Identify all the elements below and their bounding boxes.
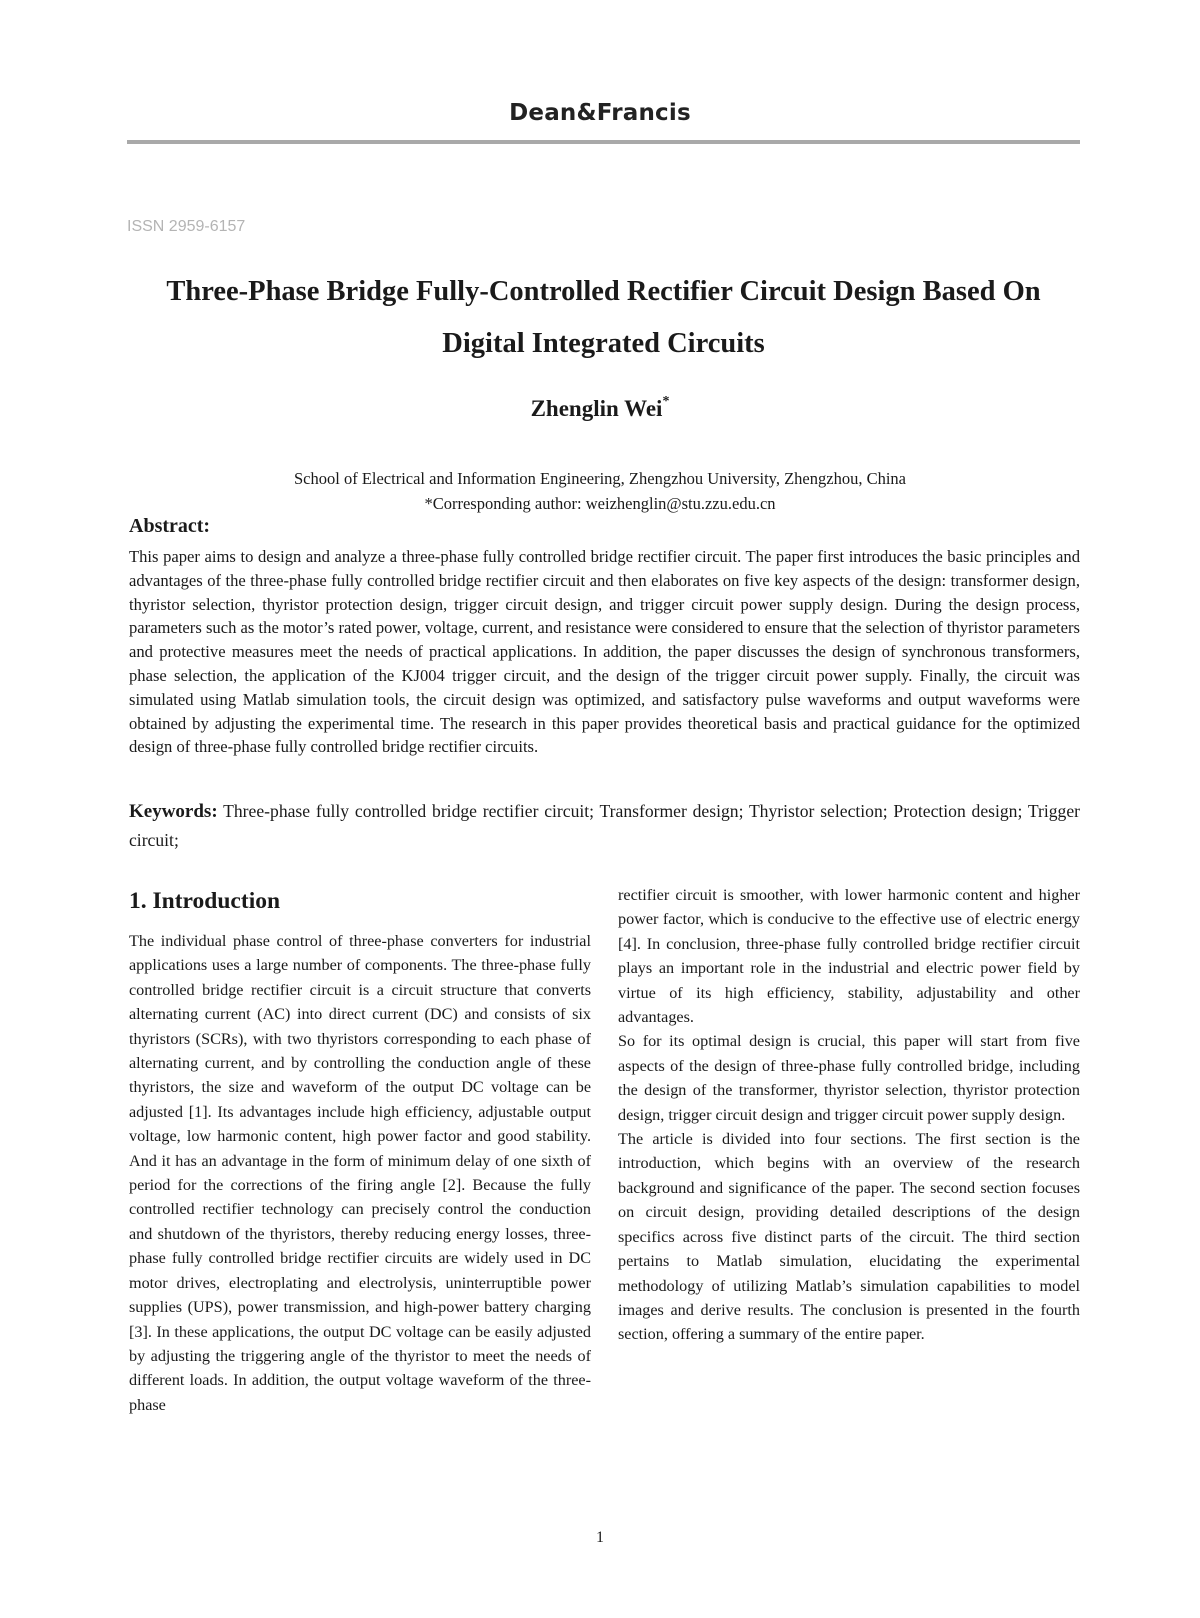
- header-rule: [127, 140, 1080, 144]
- author-mark: *: [662, 394, 670, 410]
- corresponding-author: *Corresponding author: weizhenglin@stu.zzu.edu.cn: [424, 494, 776, 513]
- intro-right-column: [618, 883, 1080, 1347]
- abstract-text: This paper aims to design and analyze a three-phase fully controlled bridge rectifier circuit. The paper first introduces the basic principles and advantages of the three-phase fully controlled bridge rectifier circuit and then elaborates on five key aspects of the design: transformer design, thyristor selection, thyristor protection design, trigger circuit design, and trigger circuit power supply design. During the design process, parameters such as the motor’s rated power, voltage, current, and resistance were considered to ensure that the selection of thyristor parameters and protective measures meet the needs of practical applications. In addition, the paper discusses the design of synchronous transformers, phase selection, the application of the KJ004 trigger circuit, and the design of the trigger circuit power supply. Finally, the circuit was simulated using Matlab simulation tools, the circuit design was optimized, and satisfactory pulse waveforms and output waveforms were obtained by adjusting the experimental time. The research in this paper provides theoretical basis and practical guidance for the optimized design of three-phase fully controlled bridge rectifier circuits.: [129, 547, 1080, 757]
- section-heading-introduction: 1. Introduction: [129, 888, 281, 914]
- page-number: 1: [596, 1529, 604, 1546]
- keywords-text: Three-phase fully controlled bridge rectifier circuit; Transformer design; Thyristor selection; Protection design; Trigger circuit;: [129, 801, 1080, 850]
- abstract-heading: Abstract:: [129, 515, 211, 537]
- issn-label: ISSN 2959-6157: [127, 218, 246, 235]
- keywords-label: Keywords:: [129, 801, 218, 822]
- intro-paragraph: rectifier circuit is smoother, with lower harmonic content and higher power factor, which is conducive to the effective use of electric energy [4]. In conclusion, three-phase fully controlled bridge rectifier circuit plays an important role in the industrial and electric power field by virtue of its high efficiency, stability, adjustability and other advantages.: [618, 886, 1080, 1027]
- intro-left-paragraph: The individual phase control of three-phase converters for industrial applications uses a large number of components. The three-phase fully controlled bridge rectifier circuit is a circuit structure that converts alternating current (AC) into direct current (DC) and consists of six thyristors (SCRs), with two thyristors corresponding to each phase of alternating current, and by controlling the conduction angle of these thyristors, the size and waveform of the output DC voltage can be adjusted [1]. Its advantages include high efficiency, adjustable output voltage, low harmonic content, high power factor and good stability. And it has an advantage in the form of minimum delay of one sixth of period for the corrections of the firing angle [2]. Because the fully controlled rectifier technology can precisely control the conduction and shutdown of the thyristors, thereby reducing energy losses, three-phase fully controlled bridge rectifier circuits are widely used in DC motor drives, electroplating and electrolysis, uninterruptible power supplies (UPS), power transmission, and high-power battery charging [3]. In these applications, the output DC voltage can be easily adjusted by adjusting the triggering angle of the thyristor to meet the needs of different loads. In addition, the output voltage waveform of the three-phase: [129, 932, 591, 1414]
- author-name: Zhenglin Wei: [530, 396, 663, 421]
- intro-paragraph: The article is divided into four sections. The first section is the introduction, which begins with an overview of the research background and significance of the paper. The second section focuses on circuit design, providing detailed descriptions of the design specifics across five distinct parts of the circuit. The third section pertains to Matlab simulation, elucidating the experimental methodology of utilizing Matlab’s simulation capabilities to model images and derive results. The conclusion is presented in the fourth section, offering a summary of the entire paper.: [618, 1130, 1080, 1344]
- author-line: [0, 396, 1200, 422]
- publisher-logo: Dean&Francis: [509, 100, 691, 126]
- keywords-line: [129, 797, 1080, 854]
- paper-title: Three-Phase Bridge Fully-Controlled Rectifier Circuit Design Based On Digital Integrated Circuits: [166, 276, 1041, 359]
- affiliation: School of Electrical and Information Engineering, Zhengzhou University, Zhengzhou, China: [293, 469, 906, 488]
- intro-paragraph: So for its optimal design is crucial, this paper will start from five aspects of the design of three-phase fully controlled bridge, including the design of the transformer, thyristor selection, thyristor protection design, trigger circuit design and trigger circuit power supply design.: [618, 1032, 1080, 1124]
- affiliation-block: [0, 466, 1200, 516]
